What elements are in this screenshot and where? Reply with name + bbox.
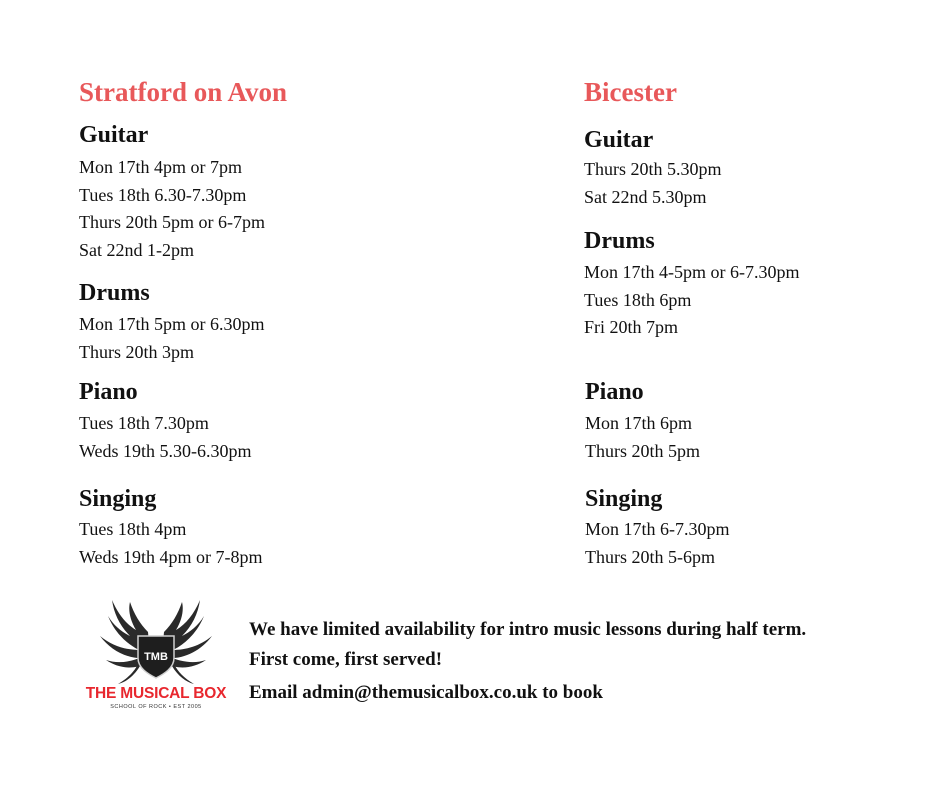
- piano-slots: [585, 410, 700, 465]
- time-slot: Mon 17th 6-7.30pm: [585, 519, 730, 539]
- location-heading-bicester: Bicester: [584, 77, 677, 107]
- time-slot: Tues 18th 7.30pm: [79, 413, 209, 433]
- time-slot: Tues 18th 4pm: [79, 519, 187, 539]
- instrument-heading-singing: Singing: [585, 486, 663, 512]
- time-slot: Tues 18th 6.30-7.30pm: [79, 184, 247, 205]
- instrument-heading-drums: Drums: [584, 228, 655, 254]
- singing-slots: [585, 516, 730, 571]
- time-slot: Mon 17th 4pm or 7pm: [79, 157, 243, 177]
- availability-notice: We have limited availability for intro music lessons during half term. First come, first served!: [249, 619, 807, 670]
- time-slot: Thurs 20th 5pm or 6-7pm: [79, 212, 265, 232]
- time-slot: Mon 17th 4-5pm or 6-7.30pm: [584, 262, 800, 282]
- location-heading-stratford: Stratford on Avon: [79, 77, 288, 107]
- time-slot: Fri 20th 7pm: [584, 317, 679, 337]
- logo-wordmark: THE MUSICAL BOX: [85, 685, 227, 702]
- logo-tagline: SCHOOL OF ROCK • EST 2005: [110, 704, 202, 710]
- instrument-heading-drums: Drums: [79, 280, 150, 306]
- time-slot: Thurs 20th 5-6pm: [585, 546, 715, 567]
- time-slot: Thurs 20th 5.30pm: [584, 159, 722, 179]
- booking-email-line: Email admin@themusicalbox.co.uk to book: [249, 682, 603, 703]
- time-slot: Thurs 20th 5pm: [585, 440, 700, 461]
- time-slot: Weds 19th 4pm or 7-8pm: [79, 546, 263, 567]
- piano-slots: [79, 410, 252, 465]
- time-slot: Mon 17th 6pm: [585, 413, 693, 433]
- winged-shield-icon: [78, 596, 234, 688]
- instrument-heading-piano: Piano: [585, 379, 644, 405]
- time-slot: Sat 22nd 5.30pm: [584, 186, 707, 207]
- time-slot: Mon 17th 5pm or 6.30pm: [79, 314, 265, 334]
- musical-box-logo: [78, 596, 234, 716]
- time-slot: Thurs 20th 3pm: [79, 341, 194, 362]
- guitar-slots: [584, 156, 722, 211]
- time-slot: Sat 22nd 1-2pm: [79, 239, 194, 260]
- time-slot: Tues 18th 6pm: [584, 289, 692, 310]
- singing-slots: [79, 516, 263, 571]
- instrument-heading-guitar: Guitar: [79, 122, 149, 148]
- time-slot: Weds 19th 5.30-6.30pm: [79, 440, 252, 461]
- guitar-slots: [79, 154, 265, 264]
- drums-slots: [584, 259, 800, 342]
- instrument-heading-piano: Piano: [79, 379, 138, 405]
- logo-monogram: TMB: [144, 651, 168, 663]
- instrument-heading-singing: Singing: [79, 486, 157, 512]
- instrument-heading-guitar: Guitar: [584, 127, 654, 153]
- drums-slots: [79, 311, 265, 366]
